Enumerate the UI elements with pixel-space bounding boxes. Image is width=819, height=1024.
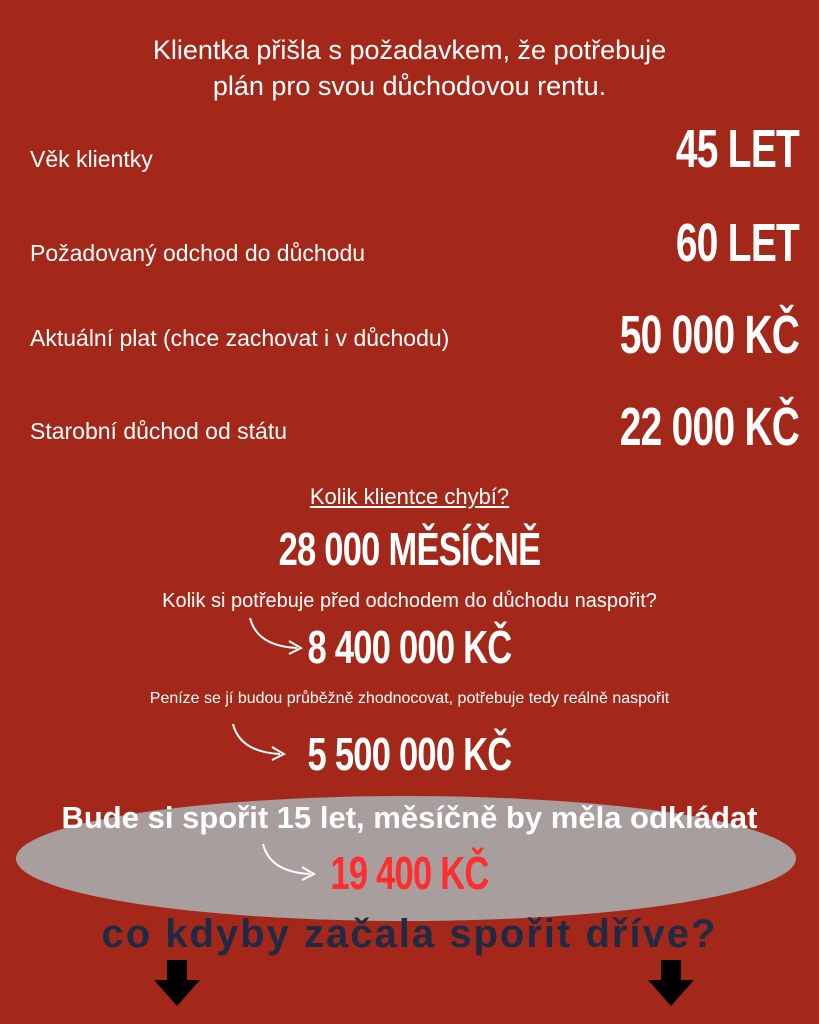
gap-value: 28 000 MĚSÍČNĚ (278, 523, 541, 575)
salary-label: Aktuální plat (chce zachovat i v důchodu) (30, 325, 450, 351)
monthly-text: Bude si spořit 15 let, měsíčně by měla odkládat (61, 800, 758, 835)
retirement-age-value: 60 LET (675, 213, 799, 273)
state-pension-label: Starobní důchod od státu (30, 418, 288, 444)
down-arrow-icon (646, 960, 696, 1008)
gap-question: Kolik klientce chybí? (309, 484, 510, 509)
savings-question: Kolik si potřebuje před odchodem do důchodu naspořit? (162, 590, 657, 612)
savings-value: 8 400 000 KČ (307, 621, 512, 673)
real-savings-value: 5 500 000 KČ (307, 728, 512, 780)
retirement-age-label: Požadovaný odchod do důchodu (30, 240, 366, 266)
intro-line-2: plán pro svou důchodovou rentu. (212, 71, 607, 101)
intro-line-1: Klientka přišla s požadavkem, že potřebuje (152, 35, 667, 65)
real-savings-note: Peníze se jí budou průběžně zhodnocovat, potřebuje tedy reálně naspořit (149, 690, 670, 707)
age-value: 45 LET (675, 119, 799, 179)
state-pension-value: 22 000 KČ (619, 397, 799, 457)
salary-value: 50 000 KČ (619, 305, 799, 365)
monthly-value: 19 400 KČ (330, 847, 489, 899)
age-label: Věk klientky (30, 146, 153, 172)
down-arrow-icon (152, 960, 202, 1008)
footer-question: co kdyby začala spořit dříve? (101, 912, 718, 956)
